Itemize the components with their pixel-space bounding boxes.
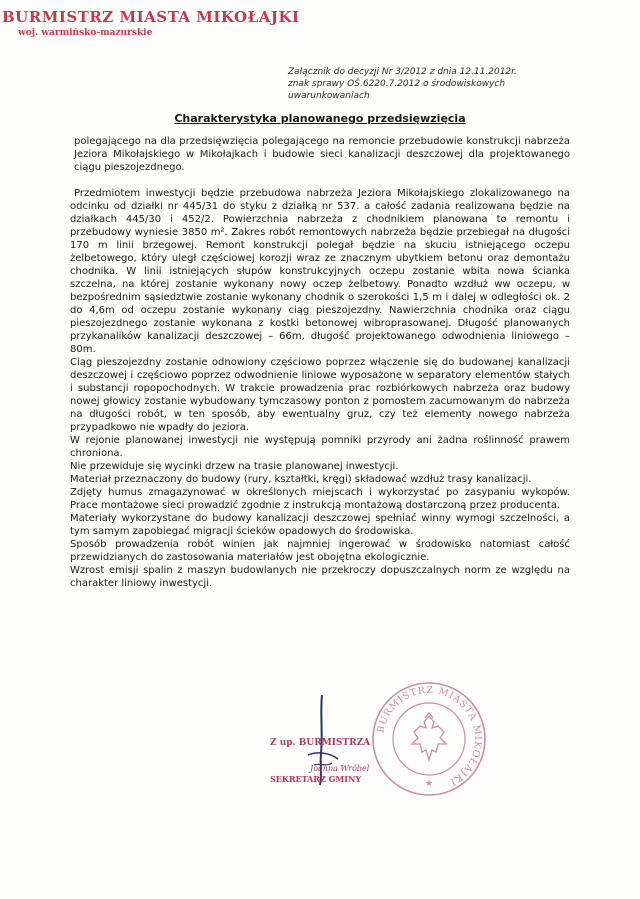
signature-stamp	[270, 738, 370, 784]
annex-line-1: Załącznik do decyzji Nr 3/2012 z dnia 12.11.2012r.	[288, 67, 517, 77]
paragraph-emissions: Wzrost emisji spalin z maszyn budowlanych nie przekroczy dopuszczalnych norm ze względu na charakter liniowy inwestycji.	[70, 565, 570, 589]
document-body	[70, 135, 570, 590]
office-header-stamp	[2, 8, 300, 38]
seal-text: BURMISTRZ MIASTA MIKOŁAJKI	[375, 684, 484, 788]
seal-star-icon: ★	[424, 779, 434, 789]
annex-line-2: znak sprawy OŚ.6220.7.2012 o środowiskowych	[288, 79, 506, 89]
signature-zup: Z up. BURMISTRZA	[270, 738, 371, 748]
office-region: woj. warmińsko-mazurskie	[18, 28, 153, 38]
paragraph-materials: Materiał przeznaczony do budowy (rury, kształtki, kręgi) składować wzdłuż trasy kanalizacji.	[70, 474, 532, 485]
eagle-emblem-icon	[412, 713, 446, 760]
round-seal-stamp	[370, 680, 488, 798]
paragraph-drainage: Ciąg pieszojezdny zostanie odnowiony częściowo poprzez włączenie się do budowanej kanalizacji deszczowej i częściowo poprzez odwodnienie liniowe wyposażone w separatory elementów stałych i substancji ropopochodnych. W trakcie prowadzenia prac rozbiórkowych nabrzeża oraz budowy nowej głowicy zostanie wybudowany tymczasowy ponton z pomostem zacumowanym do nabrzeża na długości robót, w ten sposób, aby ewentualny gruz, czy też elementy nowego nabrzeża przypadkowo nie wpadły do jeziora.	[70, 357, 570, 433]
annex-note	[288, 66, 608, 102]
paragraph-method: Sposób prowadzenia robót winien jak najmniej ingerować w środowisko natomiast całość przewidzianych do zastosowania materiałów jest obojętna ekologicznie.	[70, 539, 570, 563]
svg-text:BURMISTRZ MIASTA MIKOŁAJKI	[375, 685, 483, 788]
annex-line-3: uwarunkowaniach	[288, 91, 370, 101]
paragraph-nature: W rejonie planowanej inwestycji nie występują pomniki przyrody ani żadna roślinność prawem chroniona.	[70, 435, 570, 459]
paragraph-intro: polegającego na dla przedsięwzięcia polegającego na remoncie przebudowie konstrukcji nabrzeża Jeziora Mikołajskiego w Mikołajkach i budowie sieci kanalizacji deszczowej dla projektowanego ciągu pieszojezdnego.	[74, 136, 570, 173]
signature-role: SEKRETARZ GMINY	[270, 774, 362, 784]
paragraph-sealing: Materiały wykorzystane do budowy kanalizacji deszczowej spełniać winny wymogi szczelności, a tym samym zapobiegać migracji ścieków opadowych do środowiska.	[70, 513, 570, 537]
document-title: Charakterystyka planowanego przedsięwzięcia	[174, 112, 466, 125]
office-name: BURMISTRZ MIASTA MIKOŁAJKI	[2, 8, 300, 26]
paragraph-scope: Przedmiotem inwestycji będzie przebudowa nabrzeża Jeziora Mikołajskiego zlokalizowanego na odcinku od działki nr 445/31 do styku z działką nr 537. a całość zadania realizowana będzie na działkach 445/30 i 452/2. Powierzchnia nabrzeża z chodnikiem planowana to remontu i przebudowy wyniesie 3850 m². Zakres robót remontowych nabrzeża będzie przebiegał na długości 170 m linii brzegowej. Remont konstrukcji polegał będzie na skuciu istniejącego oczepu żelbetowego, który uległ częściowej korozji wraz ze znacznym ubytkiem betonu oraz demontażu chodnika. W linii istniejących słupów konstrukcyjnych oczepu zostanie wbita nowa ścianka szczelna, na której zostanie wykonany nowy oczep żelbetowy. Ponadto wzdłuż ww oczepu, w bezpośrednim sąsiedztwie zostanie wykonany chodnik o szerokości 1,5 m i dalej w odległości ok. 2 do 4,6m od oczepu zostanie wykonany ciąg pieszojezdny. Nawierzchnia chodnika oraz ciągu pieszojezdnego zostanie wykonana z kostki betonowej wibroprasowanej. Długość planowanych przykanalików kanalizacji deszczowej – 66m, długość projektowanego odwodnienia liniowego – 80m.	[70, 188, 570, 355]
paragraph-trees: Nie przewiduje się wycinki drzew na trasie planowanej inwestycji.	[70, 461, 399, 472]
paragraph-humus: Zdjęty humus zmagazynować w określonych miejscach i wykorzystać po zasypaniu wykopów. Prace montażowe sieci prowadzić zgodnie z instrukcją montażową dostarczoną przez producenta.	[70, 487, 570, 511]
signature-name: Joanna Wróbel	[310, 764, 370, 773]
